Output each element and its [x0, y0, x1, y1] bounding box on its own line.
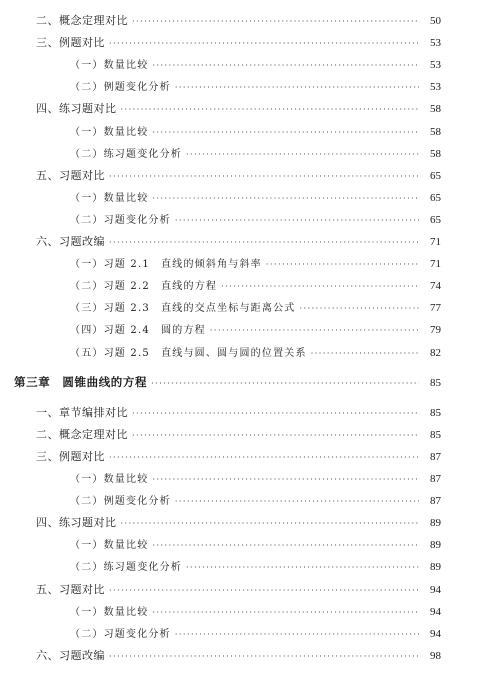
leader-dots: [121, 106, 420, 114]
leader-dots: [311, 350, 419, 358]
leader-dots: [132, 410, 419, 418]
toc-entry-label: 三、例题对比: [36, 36, 105, 49]
toc-page-number: 94: [430, 584, 441, 596]
leader-dots: [152, 476, 419, 484]
toc-page-number: 65: [430, 170, 441, 182]
leader-dots: [221, 283, 419, 291]
toc-entry-label: （一）数量比较: [70, 540, 149, 551]
toc-entry[interactable]: [70, 492, 441, 508]
toc-page-number: 77: [430, 302, 441, 314]
leader-dots: [152, 195, 419, 203]
toc-entry[interactable]: [36, 100, 441, 116]
toc-entry[interactable]: [70, 536, 441, 552]
toc-entry-label: 二、概念定理对比: [36, 14, 128, 27]
leader-dots: [175, 217, 419, 225]
toc-entry[interactable]: [70, 470, 441, 486]
toc-page-number: 85: [430, 429, 441, 441]
toc-entry-label: （五）习题 2.5 直线与圆、圆与圆的位置关系: [70, 348, 307, 359]
toc-entry[interactable]: [70, 625, 441, 641]
leader-dots: [132, 18, 419, 26]
toc-entry-label: 四、练习题对比: [36, 516, 117, 529]
leader-dots: [109, 587, 419, 595]
toc-page-number: 89: [430, 539, 441, 551]
leader-dots: [152, 609, 419, 617]
toc-entry[interactable]: [36, 404, 441, 420]
toc-entry[interactable]: [36, 426, 441, 442]
toc-entry[interactable]: [36, 647, 441, 663]
toc-entry-label: 三、例题对比: [36, 450, 105, 463]
toc-entry[interactable]: [70, 123, 441, 139]
toc-page-number: 87: [430, 473, 441, 485]
toc-entry[interactable]: [36, 34, 441, 50]
toc-page-number: 53: [430, 81, 441, 93]
toc-entry[interactable]: [36, 514, 441, 530]
toc-entry[interactable]: [70, 145, 441, 161]
toc-entry[interactable]: [36, 448, 441, 464]
toc-entry[interactable]: [70, 299, 441, 315]
toc-page-number: 94: [430, 628, 441, 640]
leader-dots: [175, 84, 419, 92]
toc-entry-label: （一）数量比较: [70, 607, 149, 618]
leader-dots: [132, 432, 419, 440]
leader-dots: [175, 631, 419, 639]
toc-page-number: 74: [430, 280, 441, 292]
toc-entry-label: （三）习题 2.3 直线的交点坐标与距离公式: [70, 303, 296, 314]
toc-chapter-entry[interactable]: [14, 374, 441, 390]
toc-entry-label: （二）习题变化分析: [70, 215, 171, 226]
toc-entry-label: 四、练习题对比: [36, 102, 117, 115]
toc-page-number: 94: [430, 606, 441, 618]
toc-entry[interactable]: [70, 344, 441, 360]
toc-entry-label: 一、章节编排对比: [36, 406, 128, 419]
leader-dots: [109, 173, 419, 181]
toc-page-number: 53: [430, 59, 441, 71]
leader-dots: [121, 520, 420, 528]
toc-entry[interactable]: [70, 255, 441, 271]
leader-dots: [266, 261, 419, 269]
toc-page-number: 85: [430, 407, 441, 419]
leader-dots: [186, 564, 419, 572]
toc-entry-label: （一）数量比较: [70, 193, 149, 204]
toc-entry[interactable]: [70, 56, 441, 72]
toc-page-number: 58: [430, 148, 441, 160]
toc-entry-label: 五、习题对比: [36, 583, 105, 596]
leader-dots: [109, 653, 419, 661]
toc-entry-label: 六、习题改编: [36, 649, 105, 662]
chapter-title: 第三章 圆锥曲线的方程: [14, 375, 148, 389]
toc-entry-label: （二）例题变化分析: [70, 496, 171, 507]
toc-page-number: 65: [430, 192, 441, 204]
toc-entry-label: （二）例题变化分析: [70, 82, 171, 93]
toc-entry-label: 五、习题对比: [36, 169, 105, 182]
toc-page-number: 87: [430, 451, 441, 463]
leader-dots: [152, 129, 419, 137]
toc-entry[interactable]: [70, 211, 441, 227]
toc-entry[interactable]: [70, 321, 441, 337]
toc-entry[interactable]: [36, 12, 441, 28]
toc-page-number: 71: [430, 258, 441, 270]
toc-entry-label: （二）练习题变化分析: [70, 149, 182, 160]
toc-entry[interactable]: [70, 603, 441, 619]
leader-dots: [186, 151, 419, 159]
toc-entry-label: （四）习题 2.4 圆的方程: [70, 325, 206, 336]
toc-page-number: 89: [430, 517, 441, 529]
toc-entry-label: （二）习题 2.2 直线的方程: [70, 281, 218, 292]
toc-entry-label: 二、概念定理对比: [36, 428, 128, 441]
toc-page-number: 53: [430, 37, 441, 49]
toc-entry-label: （一）数量比较: [70, 474, 149, 485]
toc-page-number: 85: [430, 377, 441, 389]
toc-entry[interactable]: [36, 233, 441, 249]
leader-dots: [152, 62, 419, 70]
toc-page-number: 82: [430, 347, 441, 359]
leader-dots: [299, 305, 419, 313]
toc-page-number: 58: [430, 103, 441, 115]
leader-dots: [151, 380, 419, 388]
leader-dots: [109, 239, 419, 247]
toc-entry[interactable]: [70, 78, 441, 94]
toc-entry-label: （一）数量比较: [70, 127, 149, 138]
toc-entry[interactable]: [36, 167, 441, 183]
leader-dots: [210, 327, 419, 335]
leader-dots: [175, 498, 419, 506]
toc-entry-label: （一）数量比较: [70, 60, 149, 71]
toc-page-number: 65: [430, 214, 441, 226]
leader-dots: [152, 542, 419, 550]
toc-page-number: 79: [430, 324, 441, 336]
toc-page-number: 71: [430, 236, 441, 248]
toc-entry-label: （一）习题 2.1 直线的倾斜角与斜率: [70, 259, 262, 270]
toc-entry[interactable]: [70, 558, 441, 574]
toc-entry[interactable]: [70, 189, 441, 205]
toc-page-number: 98: [430, 650, 441, 662]
toc-entry-label: （二）习题变化分析: [70, 629, 171, 640]
toc-entry-label: （二）练习题变化分析: [70, 562, 182, 573]
toc-page-number: 50: [430, 15, 441, 27]
toc-page-number: 89: [430, 561, 441, 573]
toc-entry[interactable]: [70, 277, 441, 293]
toc-entry-label: 六、习题改编: [36, 235, 105, 248]
leader-dots: [109, 454, 419, 462]
toc-entry[interactable]: [36, 581, 441, 597]
toc-page-number: 58: [430, 126, 441, 138]
toc-page-number: 87: [430, 495, 441, 507]
leader-dots: [109, 40, 419, 48]
